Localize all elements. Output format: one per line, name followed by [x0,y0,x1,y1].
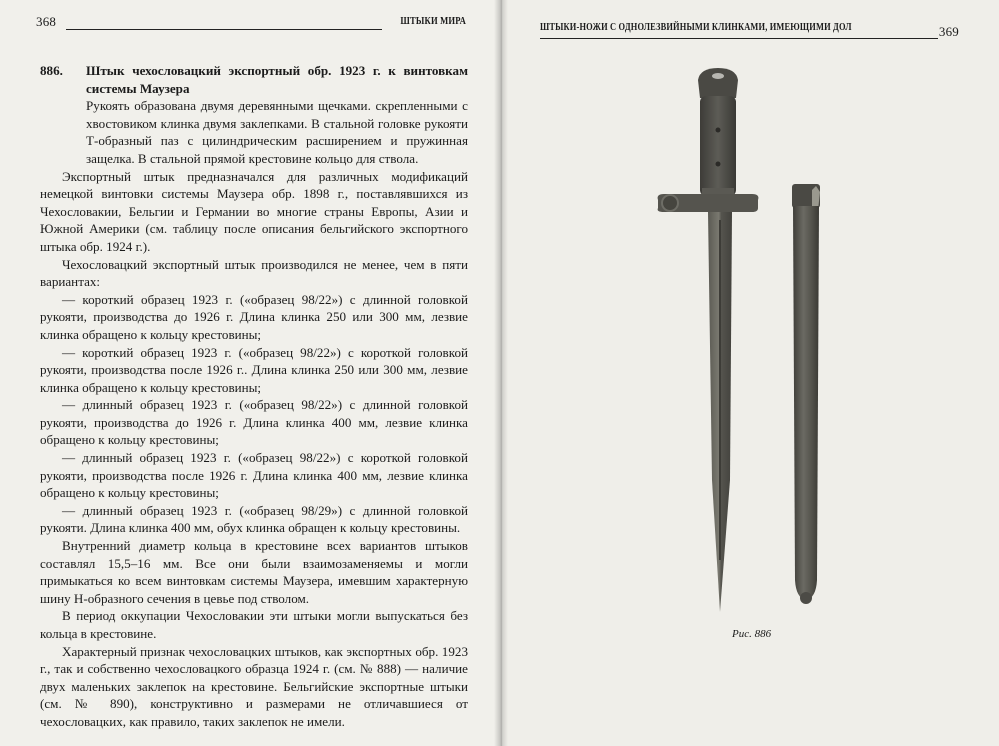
variant-item: — длинный образец 1923 г. («образец 98/22») с длинной головкой рукояти, производства до 1926 г. Длина клинка 400 мм, лезвие клинка обращено к кольцу крестовины; [40,397,468,448]
pommel-slot [712,73,724,79]
entry-title: Штык чехословацкий экспортный обр. 1923 г. к винтовкам системы Маузера [86,63,468,96]
entry-description: Рукоять образована двумя деревянными щечками. скрепленными с хвостовиком клинка двумя заклепками. В стальной головке рукояти Т-образный паз с цилиндрическим расширением и пружинная защелка. В стальной прямой крестовине кольцо для ствола. [86,98,468,166]
article-body [40,62,468,731]
variant-item: — короткий образец 1923 г. («образец 98/22») с длинной головкой рукояти, производства до 1926 г. Длина клинка 250 или 300 мм, лезвие клинка обращено к кольцу крестовины; [40,291,468,342]
rivet [716,128,721,133]
variant-item: — короткий образец 1923 г. («образец 98/22») с короткой головкой рукояти, производства после 1926 г.. Длина клинка 250 или 300 мм, лезвие клинка обращено к кольцу крестовины; [40,344,468,395]
scabbard-tip [800,592,812,604]
pommel [698,68,738,98]
scabbard-body [793,206,819,600]
scabbard [792,184,820,604]
paragraph: В период оккупации Чехословакии эти штыки могли выпускаться без кольца в крестовине. [40,608,468,641]
rivet [716,162,721,167]
bayonet-illustration [640,60,880,620]
paragraph: Внутренний диаметр кольца в крестовине всех вариантов штыков составлял 15,5–16 мм. Все они были взаимозаменяемы и могли примыкаться ко всем винтовкам системы Маузера, имевшим характерную шину Н-образного сечения в цевье под стволом. [40,538,468,606]
paragraph: Характерный признак чехословацких штыков, как экспортных обр. 1923 г., так и собственно чехословацкого образца 1924 г. (см. № 888) — наличие двух маленьких заклепок на крестовине. Бельгийские экспортные штыки (см. № 890), конструктивно и размерами не отличавшиеся от чехословацких, как правило, таких заклепок не имели. [40,643,468,729]
running-head-rule-right [540,38,938,39]
variant-item: — длинный образец 1923 г. («образец 98/29») с длинной головкой рукояти. Длина клинка 400 мм, обух клинка обращен к кольцу крестовины. [40,502,468,536]
paragraph: Чехословацкий экспортный штык производился не менее, чем в пяти вариантах: [40,256,468,290]
running-head-right: ШТЫКИ-НОЖИ С ОДНОЛЕЗВИЙНЫМИ КЛИНКАМИ, ИМЕЮЩИМИ ДОЛ [540,22,852,33]
figure-caption: Рис. 886 [732,628,772,640]
variant-item: — длинный образец 1923 г. («образец 98/22») с короткой головкой рукояти, производства после 1926 г. Длина клинка 400 мм, лезвие клинка обращено к кольцу крестовины; [40,450,468,501]
bayonet [658,68,759,612]
page-number-right: 369 [938,24,959,39]
muzzle-ring [662,195,678,211]
entry-heading [40,62,468,97]
page-number-left: 368 [36,14,57,29]
book-gutter-shadow [494,0,508,746]
running-head-rule-left [66,29,382,30]
entry-number: 886. [40,63,63,78]
running-head-left: ШТЫКИ МИРА [400,16,466,27]
grip [700,96,736,196]
paragraph: Экспортный штык предназначался для различных модификаций немецкой винтовки системы Маузера обр. 1898 г., поставлявшихся из Чехословакии, Бельгии и Германии во многие страны Европы, Азии и Южной Америки (см. таблицу после описания бельгийского экспортного штыка обр. 1924 г.). [40,168,468,254]
